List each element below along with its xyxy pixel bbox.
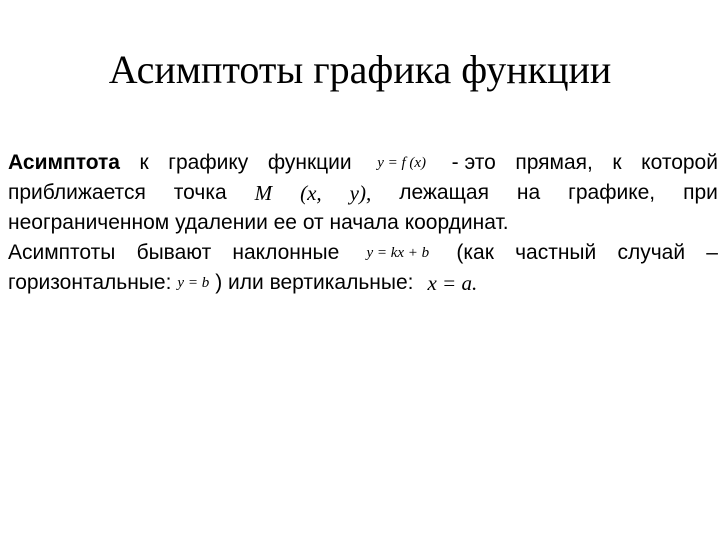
text-line-5: [8, 268, 718, 298]
word: горизонтальные:: [8, 271, 172, 294]
point-x: (x,: [300, 181, 322, 205]
word: бывают: [136, 241, 212, 264]
word: графику: [168, 151, 249, 174]
term-asymptote: Асимптота: [8, 151, 120, 174]
word: лежащая: [399, 181, 489, 204]
word: точка: [173, 181, 227, 204]
point-y: y),: [349, 181, 372, 205]
word: к: [139, 151, 149, 174]
word: приближается: [8, 181, 146, 204]
word: ) или вертикальные:: [215, 271, 414, 294]
word: (как: [456, 241, 494, 264]
formula-horizontal: y = b: [177, 275, 210, 291]
word: к: [612, 151, 622, 174]
word: Асимптоты: [8, 241, 116, 264]
formula-vertical: x = a.: [427, 271, 478, 295]
word: которой: [641, 151, 718, 174]
text-line-2: [8, 178, 718, 208]
slide-body: [8, 148, 718, 298]
word: - это: [451, 151, 496, 174]
text-line-3: [8, 208, 718, 238]
word: частный: [515, 241, 597, 264]
word: на: [516, 181, 541, 204]
word: случай: [617, 241, 686, 264]
word: графике,: [568, 181, 656, 204]
word: функции: [267, 151, 352, 174]
formula-function: y = f (x): [377, 155, 427, 171]
word: наклонные: [232, 241, 340, 264]
word: –: [706, 241, 718, 264]
word: прямая,: [515, 151, 593, 174]
word: при: [683, 181, 718, 204]
line-text: неограниченном удалении ее от начала координат.: [8, 211, 509, 234]
formula-oblique: y = kx + b: [366, 245, 430, 261]
text-line-1: [8, 148, 718, 178]
point-m: M: [254, 181, 273, 205]
text-line-4: [8, 238, 718, 268]
slide-title: Асимптоты графика функции: [108, 47, 612, 92]
